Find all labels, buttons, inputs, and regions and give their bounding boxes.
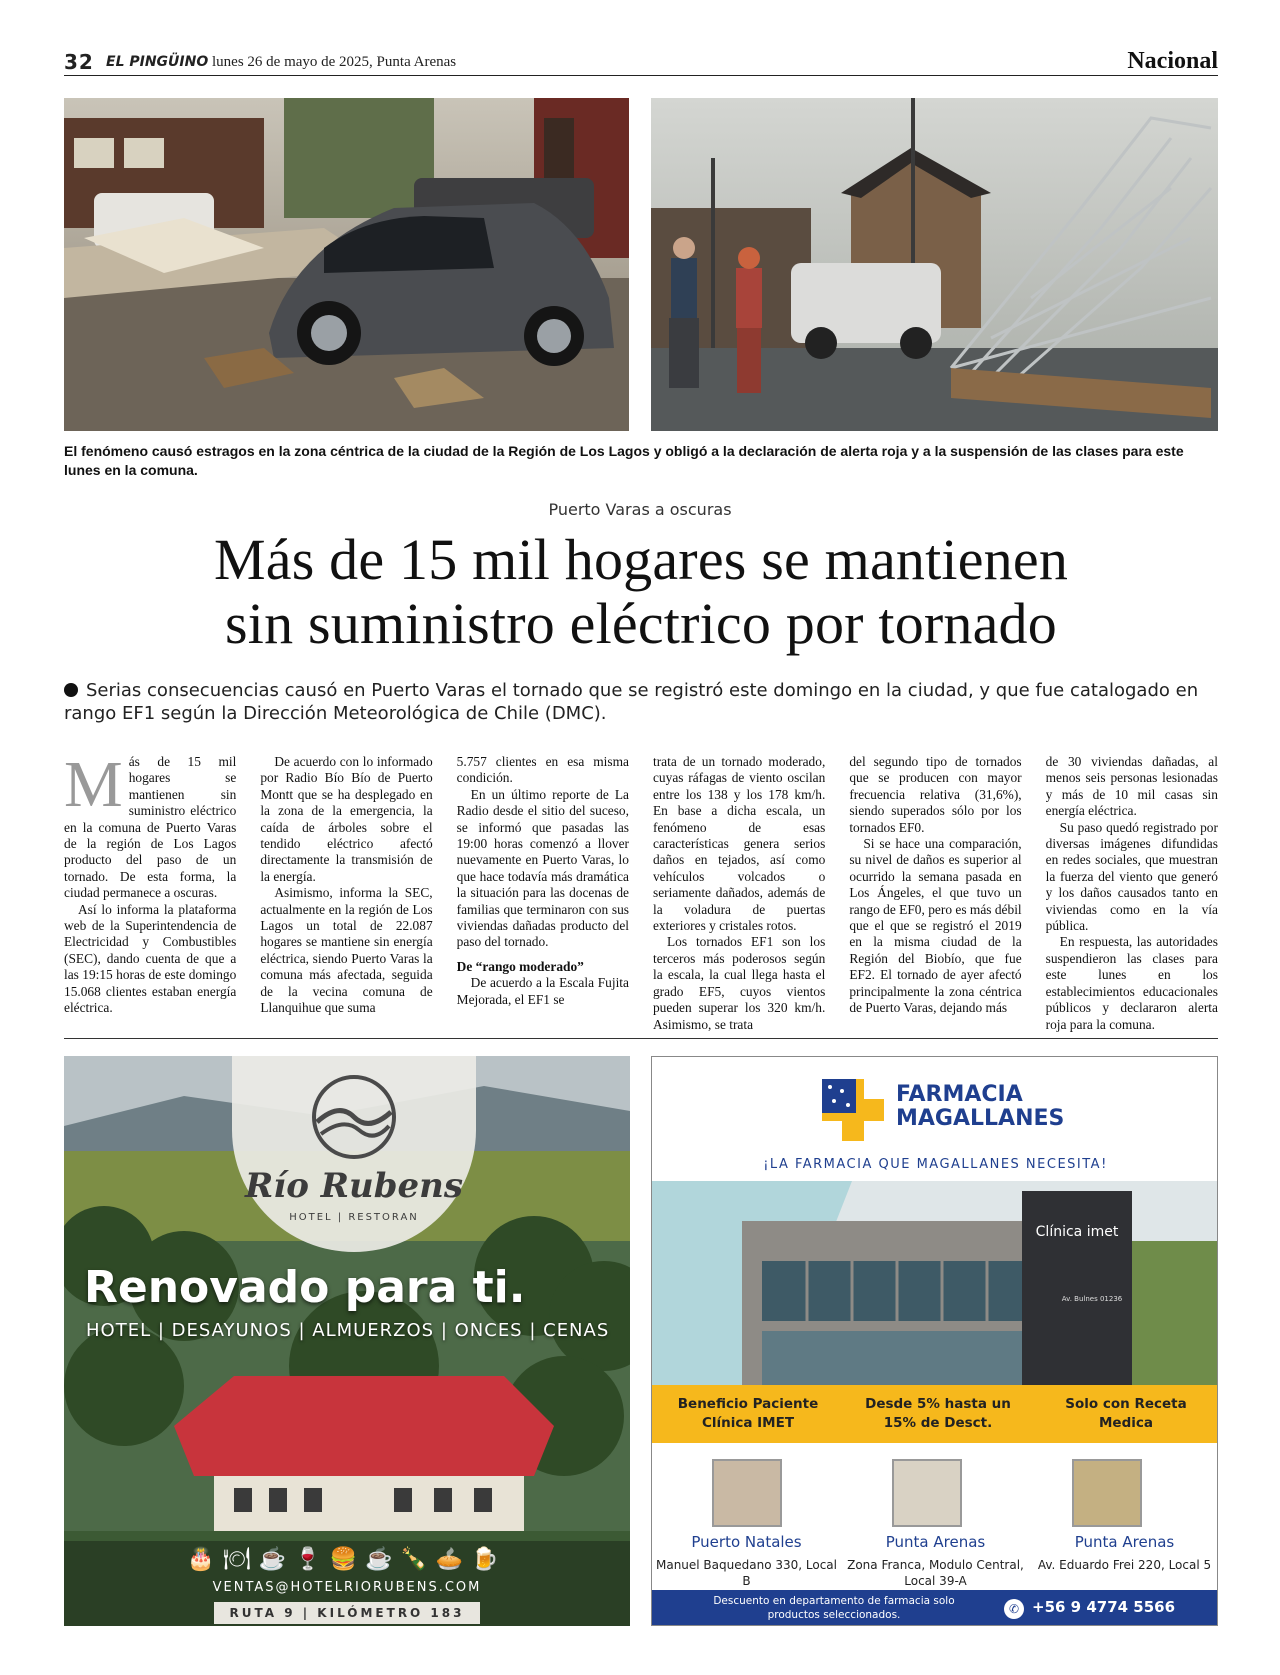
farmacia-phone[interactable]: +56 9 4774 5566 bbox=[1032, 1598, 1176, 1616]
paragraph: En un último reporte de La Radio desde el sitio del suceso, se informó que pasadas las 19:00 horas comenzó a llover nuevamente en Puerto Varas, lo que hace todavía más dramática la situación para las docenas de familias que terminaron con sus viviendas dañadas producto del paso del tornado. bbox=[456, 786, 629, 950]
farmacia-name bbox=[896, 1083, 1064, 1131]
article-body bbox=[64, 754, 1218, 1034]
ad-farmacia-magallanes[interactable] bbox=[651, 1056, 1218, 1626]
summary-text: Serias consecuencias causó en Puerto Varas el tornado que se registró este domingo en la ciudad, y que fue catalogado en rango EF1 según la Dirección Meteorológica de Chile (DMC). bbox=[64, 680, 1199, 724]
issue-date: lunes 26 de mayo de 2025, Punta Arenas bbox=[212, 54, 457, 70]
paragraph: De acuerdo con lo informado por Radio Bío Bío de Puerto Montt que se ha desplegado en la zona de la emergencia, la caída de árboles sobre el tendido eléctrico afectó directamente la transmisión de la energía. bbox=[260, 754, 433, 884]
store-photo bbox=[1072, 1459, 1142, 1527]
farmacia-name-line-2: MAGALLANES bbox=[896, 1106, 1065, 1131]
article-subhead: De “rango moderado” bbox=[456, 958, 584, 974]
benefit-discount: Desde 5% hasta un 15% de Desct. bbox=[865, 1396, 1011, 1431]
store-photo bbox=[892, 1459, 962, 1527]
article-column-1 bbox=[64, 754, 236, 1034]
rio-rubens-logo bbox=[232, 1056, 476, 1252]
benefit-prescription: Solo con Receta Medica bbox=[1065, 1396, 1187, 1431]
article-summary bbox=[64, 679, 1218, 725]
paragraph: Si se hace una comparación, su nivel de daños es superior al ocurrido la semana pasada en Los Ángeles, el que tuvo un rango de EF0, pero es más débil que el que se registró el 2019 en la misma ciudad de la Región del Biobío, que fue EF2. El tornado de ayer afectó principalmente la zona céntrica de Puerto Varas, dejando más bbox=[849, 836, 1022, 1016]
store-address: Av. Eduardo Frei 220, Local 5 bbox=[1037, 1558, 1212, 1572]
whatsapp-icon: ✆ bbox=[1004, 1599, 1024, 1619]
store-city: Puerto Natales bbox=[691, 1533, 802, 1551]
paragraph: Así lo informa la plataforma web de la Superintendencia de Electricidad y Combustibles (SEC), dando cuenta de que a las 19:15 horas de este domingo 15.068 clientes estaban energía eléctrica. bbox=[64, 901, 237, 1016]
photo-damaged-car bbox=[64, 98, 629, 431]
masthead bbox=[64, 48, 1218, 76]
article-column-5 bbox=[849, 754, 1021, 1034]
article-headline bbox=[64, 528, 1218, 656]
paragraph: de 30 viviendas dañadas, al menos seis personas lesionadas y más de 10 mil casas sin energía eléctrica. bbox=[1045, 754, 1218, 819]
clinic-building-image bbox=[652, 1181, 1218, 1385]
meal-icons-row bbox=[64, 1546, 630, 1572]
plate-icon: 🍽 bbox=[222, 1546, 259, 1571]
store-photo bbox=[712, 1459, 782, 1527]
cup-icon: ☕ bbox=[258, 1546, 295, 1571]
store-city: Punta Arenas bbox=[1074, 1533, 1175, 1551]
paragraph: del segundo tipo de tornados que se producen con mayor frecuencia relativa (31,6%), siendo superados sólo por los tornados EF0. bbox=[849, 754, 1022, 835]
paper-name: EL PINGÜINO bbox=[106, 54, 209, 70]
paragraph: En respuesta, las autoridades suspendieron las clases para este lunes en los establecimientos educacionales públicos y declararon alerta roja para la comuna. bbox=[1045, 934, 1218, 1032]
headline-line-2: sin suministro eléctrico por tornado bbox=[225, 591, 1057, 656]
building-sign: Clínica imet bbox=[1035, 1224, 1119, 1240]
farmacia-name-line-1: FARMACIA bbox=[896, 1082, 1023, 1107]
photo-caption: El fenómeno causó estragos en la zona céntrica de la ciudad de la Región de Los Lagos y obligó a la declaración de alerta roja y a la suspensión de las clases para este lunes en la comuna. bbox=[64, 443, 1184, 478]
rio-rubens-name: Río Rubens bbox=[245, 1166, 463, 1206]
farmacia-footer bbox=[652, 1590, 1218, 1626]
paragraph: Asimismo, informa la SEC, actualmente en la región de Los Lagos un total de 22.087 hogares se mantiene sin energía eléctrica, siendo Puerto Varas la comuna más afectada, seguida de la vecina comuna de Llanquihue que suma bbox=[260, 885, 433, 1016]
beer-icon: 🍺 bbox=[471, 1546, 507, 1571]
article-column-4 bbox=[653, 754, 825, 1034]
article-column-2 bbox=[260, 754, 432, 1034]
section-divider bbox=[64, 1038, 1218, 1039]
benefit-imet: Beneficio Paciente Clínica IMET bbox=[677, 1396, 819, 1431]
bottle-icon: 🍾 bbox=[400, 1546, 436, 1571]
rio-rubens-route: RUTA 9 | KILÓMETRO 183 bbox=[214, 1602, 480, 1624]
headline-line-1: Más de 15 mil hogares se mantienen bbox=[213, 527, 1069, 592]
page-number: 32 bbox=[64, 50, 94, 74]
paragraph: Su paso quedó registrado por diversas imágenes difundidas en redes sociales, que muestran la fuerza del viento que generó y los daños causados tanto en viviendas como en la vía pública. bbox=[1045, 819, 1218, 934]
store-city: Punta Arenas bbox=[885, 1533, 986, 1551]
store-address: Zona Franca, Modulo Central, Local 39-A bbox=[847, 1558, 1024, 1588]
article-column-3 bbox=[457, 754, 629, 1034]
photo-collapsed-roof bbox=[651, 98, 1218, 431]
wine-icon: 🍷 bbox=[294, 1546, 330, 1571]
farmacia-slogan: ¡LA FARMACIA QUE MAGALLANES NECESITA! bbox=[763, 1157, 1108, 1172]
pie-icon: 🥧 bbox=[435, 1546, 472, 1571]
rio-rubens-subtitle: HOTEL | RESTORAN bbox=[289, 1212, 419, 1223]
cake-icon: 🎂 bbox=[187, 1546, 223, 1571]
paragraph: Los tornados EF1 son los terceros más poderosos según la escala, la cual llega hasta el grado EF5, cuyos vientos pueden superar los 320 km/h. Asimismo, se trata bbox=[652, 934, 826, 1032]
ad-rio-rubens[interactable] bbox=[64, 1056, 630, 1626]
store-address: Manuel Baquedano 330, Local B bbox=[655, 1558, 837, 1588]
paragraph: trata de un tornado moderado, cuyas ráfagas de viento oscilan entre los 138 y los 178 km/h. En base a dicha escala, un fenómeno de esas características genera serios daños en tejados, así como vehículos volcados o seriamente dañados, además de la voladura de puertas exteriores y cristales rotos. bbox=[652, 754, 826, 934]
paragraph: 5.757 clientes en esa misma condición. bbox=[456, 754, 629, 786]
article-kicker: Puerto Varas a oscuras bbox=[548, 500, 732, 519]
bullet-dot-icon bbox=[64, 683, 78, 697]
rio-rubens-tagline: Renovado para ti. bbox=[84, 1262, 526, 1313]
coffee-icon: ☕ bbox=[364, 1546, 401, 1571]
pharmacy-cross-icon bbox=[822, 1079, 884, 1141]
rio-rubens-services: HOTEL | DESAYUNOS | ALMUERZOS | ONCES | CENAS bbox=[86, 1320, 610, 1341]
article-column-6 bbox=[1046, 754, 1218, 1034]
rio-rubens-email[interactable]: VENTAS@HOTELRIORUBENS.COM bbox=[212, 1580, 482, 1595]
river-logo-icon bbox=[309, 1072, 399, 1162]
section-name: Nacional bbox=[1127, 48, 1218, 74]
paragraph: De acuerdo a la Escala Fujita Mejorada, el EF1 se bbox=[456, 975, 629, 1007]
footer-note: Descuento en departamento de farmacia solo productos seleccionados. bbox=[713, 1595, 955, 1621]
paragraph: ás de 15 mil hogares se mantienen sin suministro eléctrico en la comuna de Puerto Varas de la región de Los Lagos producto del paso de un tornado. De esta forma, la ciudad permanece a oscuras. bbox=[64, 754, 237, 901]
dropcap: M bbox=[64, 754, 123, 821]
burger-icon: 🍔 bbox=[329, 1546, 365, 1571]
building-number: Av. Bulnes 01236 bbox=[1061, 1295, 1123, 1303]
